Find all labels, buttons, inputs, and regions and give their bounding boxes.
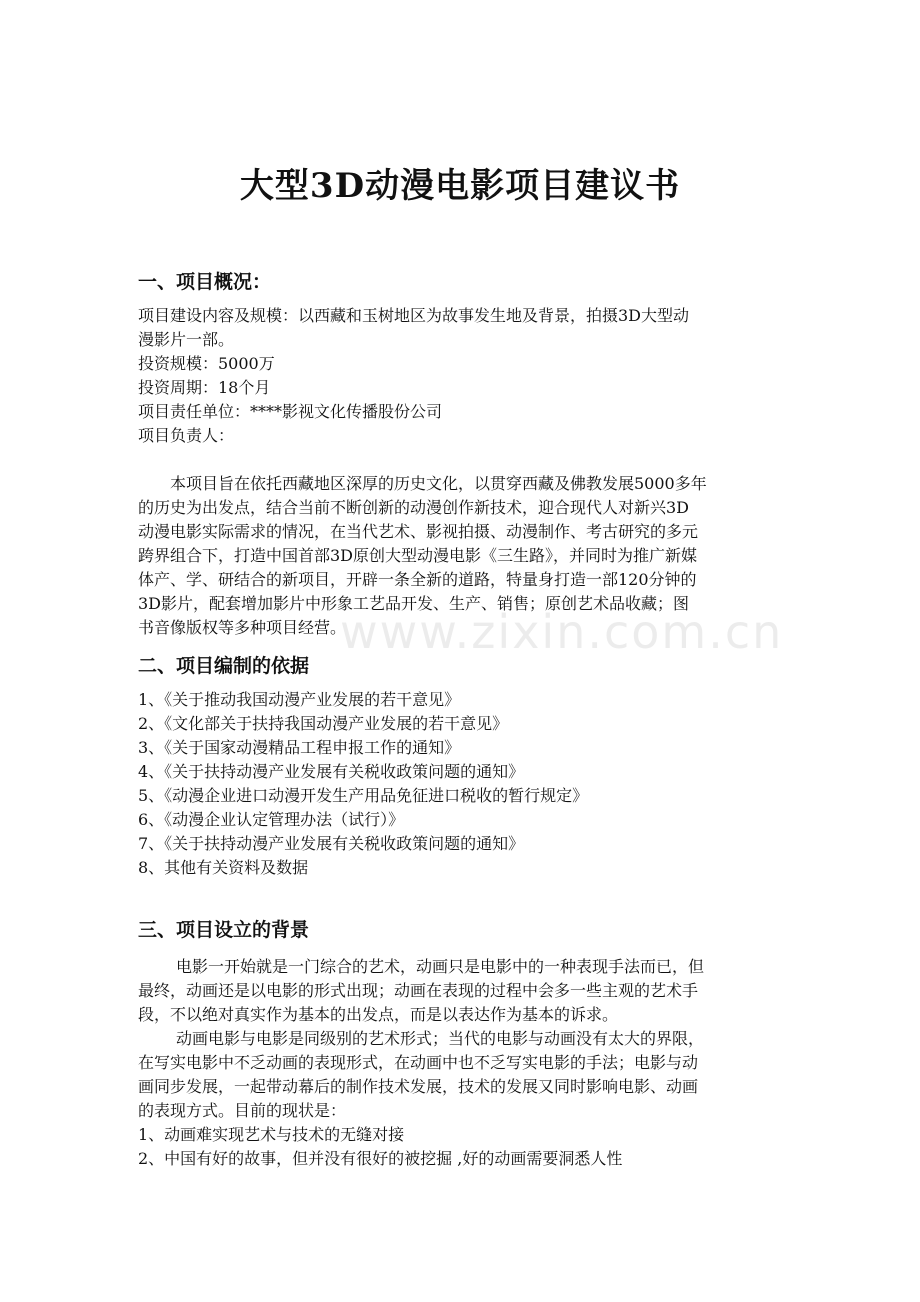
list-item: 2、《文化部关于扶持我国动漫产业发展的若干意见》 xyxy=(138,714,509,733)
text-line: 投资周期：18个月 xyxy=(138,378,271,397)
list-item: 8、其他有关资料及数据 xyxy=(138,858,309,877)
list-item: 3、《关于国家动漫精品工程申报工作的通知》 xyxy=(138,738,461,757)
list-item: 4、《关于扶持动漫产业发展有关税收政策问题的通知》 xyxy=(138,762,525,781)
paragraph-line: 的历史为出发点，结合当前不断创新的动漫创作新技术，迎合现代人对新兴3D xyxy=(138,498,690,517)
paragraph-line: 画同步发展，一起带动幕后的制作技术发展，技术的发展又同时影响电影、动画 xyxy=(138,1077,699,1096)
paragraph-line: 动画电影与电影是同级别的艺术形式；当代的电影与动画没有太大的界限， xyxy=(176,1029,705,1048)
paragraph-line: 书音像版权等多种项目经营。 xyxy=(138,618,347,637)
paragraph-line: 跨界组合下，打造中国首部3D原创大型动漫电影《三生路》，并同时为推广新媒 xyxy=(138,546,698,565)
paragraph-line: 最终，动画还是以电影的形式出现；动画在表现的过程中会多一些主观的艺术手 xyxy=(138,981,699,1000)
paragraph-line: 在写实电影中不乏动画的表现形式，在动画中也不乏写实电影的手法；电影与动 xyxy=(138,1053,699,1072)
paragraph-line: 动漫电影实际需求的情况，在当代艺术、影视拍摄、动漫制作、考古研究的多元 xyxy=(138,522,699,541)
text-line: 投资规模：5000万 xyxy=(138,354,275,373)
paragraph-line: 的表现方式。目前的现状是： xyxy=(138,1101,347,1120)
watermark: www.zixin.com.cn xyxy=(340,605,784,659)
list-item: 5、《动漫企业进口动漫开发生产用品免征进口税收的暂行规定》 xyxy=(138,786,589,805)
list-item: 6、《动漫企业认定管理办法（试行）》 xyxy=(138,810,405,829)
paragraph-line: 本项目旨在依托西藏地区深厚的历史文化，以贯穿西藏及佛教发展5000多年 xyxy=(170,474,707,493)
text-line: 项目负责人： xyxy=(138,426,235,445)
list-item: 1、动画难实现艺术与技术的无缝对接 xyxy=(138,1125,405,1144)
list-item: 1、《关于推动我国动漫产业发展的若干意见》 xyxy=(138,690,461,709)
section-heading-overview: 一、项目概况： xyxy=(138,271,272,293)
paragraph-line: 电影一开始就是一门综合的艺术，动画只是电影中的一种表现手法而已，但 xyxy=(176,957,705,976)
list-item: 7、《关于扶持动漫产业发展有关税收政策问题的通知》 xyxy=(138,834,525,853)
text-line: 项目责任单位：****影视文化传播股份公司 xyxy=(138,402,443,421)
paragraph-line: 段，不以绝对真实作为基本的出发点，而是以表达作为基本的诉求。 xyxy=(138,1005,619,1024)
section-heading-basis: 二、项目编制的依据 xyxy=(138,655,310,677)
section-heading-background: 三、项目设立的背景 xyxy=(138,919,310,941)
document-title: 大型3D动漫电影项目建议书 xyxy=(239,166,681,206)
paragraph-line: 3D影片，配套增加影片中形象工艺品开发、生产、销售；原创艺术品收藏；图 xyxy=(138,594,690,613)
paragraph-line: 体产、学、研结合的新项目，开辟一条全新的道路，特量身打造一部120分钟的 xyxy=(138,570,697,589)
list-item: 2、中国有好的故事，但并没有很好的被挖掘 ,好的动画需要洞悉人性 xyxy=(138,1149,623,1168)
text-line: 项目建设内容及规模：以西藏和玉树地区为故事发生地及背景，拍摄3D大型动 xyxy=(138,306,690,325)
text-line: 漫影片一部。 xyxy=(138,330,235,349)
